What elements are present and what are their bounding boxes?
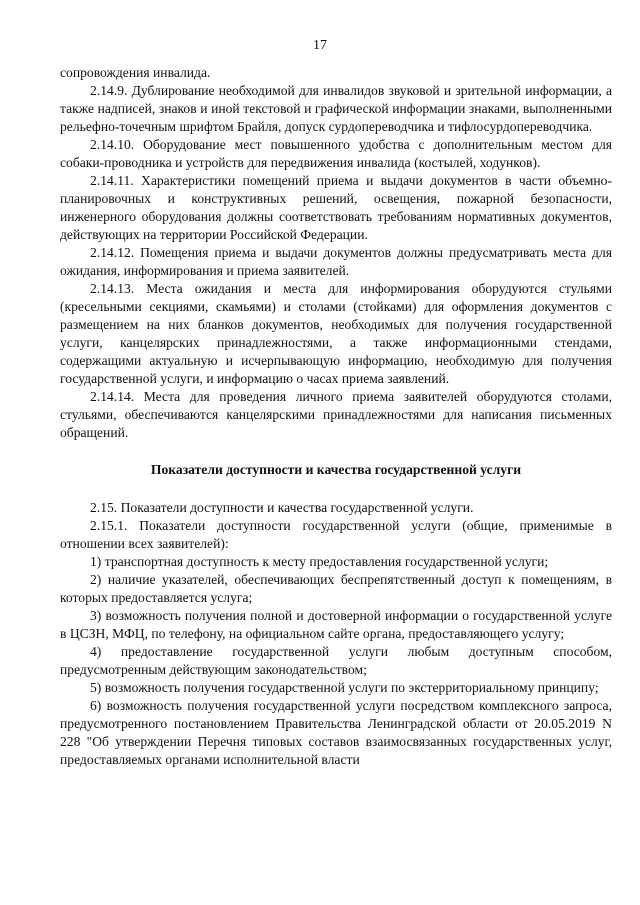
paragraph-2-14-9: 2.14.9. Дублирование необходимой для инвалидов звуковой и зрительной информации, а также надписей, знаков и иной текстовой и графической информации знаками, выполненными рельефно-точечным шрифтом Брайля, допуск сурдопереводчика и тифлосурдопереводчика. [60,83,612,134]
list-item-1: 1) транспортная доступность к месту предоставления государственной услуги; [90,554,549,569]
list-item-4: 4) предоставление государственной услуги любым доступным способом, предусмотренным действующим законодательством; [60,644,612,677]
paragraph-continuation: сопровождения инвалида. [60,65,211,80]
paragraph-2-14-11: 2.14.11. Характеристики помещений приема и выдачи документов в части объемно-планировочных и конструктивных решений, освещения, пожарной безопасности, инженерного оборудования должны соответствовать требованиям нормативных документов, действующих на территории Российской Федерации. [60,173,612,242]
page-number: 17 [313,38,327,53]
paragraph-2-14-10: 2.14.10. Оборудование мест повышенного удобства с дополнительным местом для собаки-проводника и устройств для передвижения инвалида (костылей, ходунков). [60,137,612,170]
paragraph-2-14-12: 2.14.12. Помещения приема и выдачи документов должны предусматривать места для ожидания, информирования и приема заявителей. [60,245,612,278]
paragraph-2-14-14: 2.14.14. Места для проведения личного приема заявителей оборудуются столами, стульями, обеспечиваются канцелярскими принадлежностями для написания письменных обращений. [60,389,612,440]
list-item-6: 6) возможность получения государственной услуги посредством комплексного запроса, предусмотренного постановлением Правительства Ленинградской области от 20.05.2019 N 228 "Об утверждении Перечня типовых составов взаимосвязанных государственных услуг, предоставляемых органами исполнительной власти [60,698,612,767]
paragraph-2-15: 2.15. Показатели доступности и качества государственной услуги. [90,500,474,515]
page-content [60,64,612,769]
paragraph-2-14-13: 2.14.13. Места ожидания и места для информирования оборудуются стульями (кресельными секциями, скамьями) и столами (стойками) для оформления документов с размещением на них бланков документов, необходимых для получения государственной услуги, канцелярских принадлежностями, а также информационными стендами, содержащими актуальную и исчерпывающую информацию, необходимую для получения государственной услуги, и информацию о часах приема заявлений. [60,281,612,386]
list-item-2: 2) наличие указателей, обеспечивающих беспрепятственный доступ к помещениям, в которых предоставляется услуга; [60,572,612,605]
paragraph-2-15-1: 2.15.1. Показатели доступности государственной услуги (общие, применимые в отношении всех заявителей): [60,518,612,551]
list-item-5: 5) возможность получения государственной услуги по экстерриториальному принципу; [90,680,599,695]
section-heading: Показатели доступности и качества государственной услуги [150,462,522,477]
list-item-3: 3) возможность получения полной и достоверной информации о государственной услуге в ЦСЗН, МФЦ, по телефону, на официальном сайте органа, предоставляющего услугу; [60,608,612,641]
